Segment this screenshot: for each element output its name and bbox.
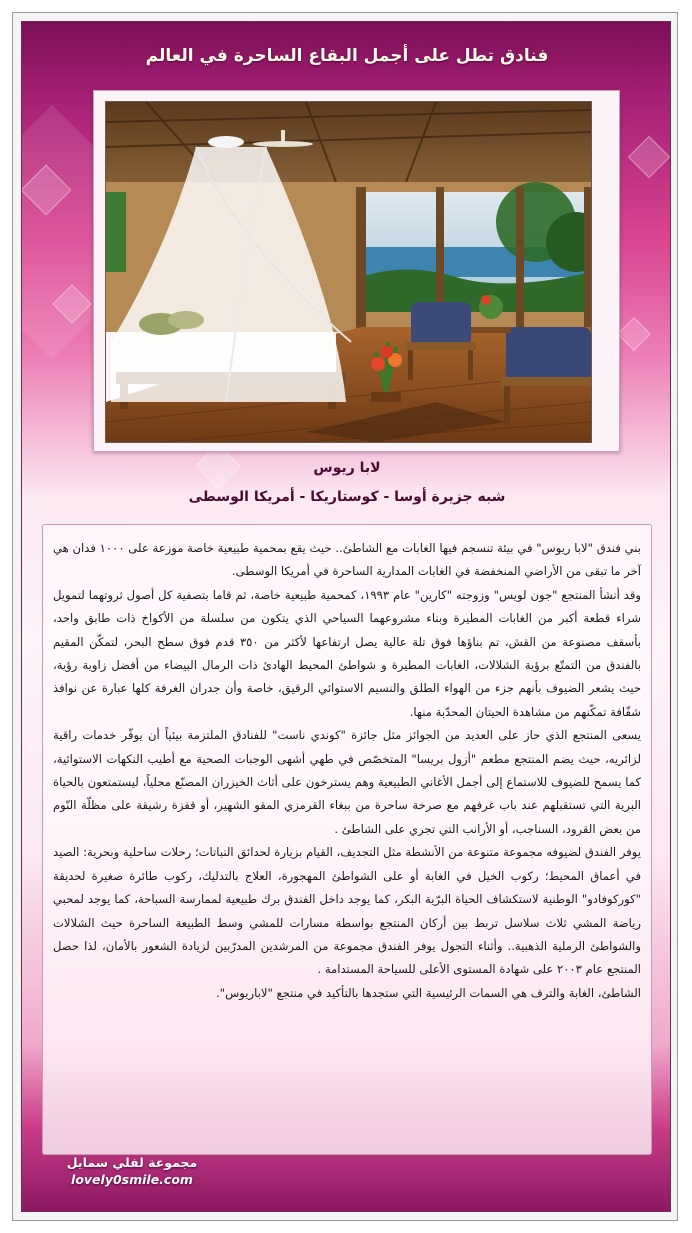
photo-frame bbox=[93, 90, 620, 452]
page-title: فنادق تطل على أجمل البقاع الساحرة في العالم bbox=[145, 46, 549, 66]
article-paragraph: بني فندق "لابا ريوس" في بيئة تنسجم فيها الغابات مع الشاطئ.. حيث يقع بمحمية طبيعية خاصة موزعة على ١٠٠٠ فدان هي آخر ما تبقى من الأراضي المنخفضة في الغابات المدارية الساحرة في أمريكا الوسطى. bbox=[53, 541, 641, 579]
decor-diamond bbox=[52, 284, 92, 324]
article-paragraph: يوفر الفندق لضيوفه مجموعة متنوعة من الأنشطة مثل التجديف، القيام بزيارة لحدائق النباتات؛ رحلات ساحلية وبحرية: الصيد في أعماق المحيط؛ ركوب الخيل في الغابة أو على الشواطئ المهجورة، العلاج بالتدليك، ركوب طائرة صغيرة لحديقة "كوركوفادو" الوطنية لاستكشاف الحياة البرّية البكر، كما يوجد داخل الفندق برك طبيعية لممارسة السباحة، كما يوجد لمحبي رياضة المشي ثلاث سلاسل تربط بين أركان المنتجع بواسطة مسارات للمشي وسط الطبيعة الساحرة حيث الشلالات والشواطئ الرملية الذهبية.. وأثناء التجول يوفر الفندق مجموعة من المرشدين المدرّبين لزيادة الشعور بالأمان، لذا حصل المنتجع عام ٢٠٠٣ على شهادة المستوى الأعلى للسياحة المستدامة . bbox=[53, 845, 641, 977]
decor-diamond bbox=[617, 317, 651, 351]
content-panel bbox=[21, 21, 671, 1212]
brand-url[interactable]: lovely0smile.com bbox=[71, 1172, 193, 1187]
article-paragraph: يسعى المنتجع الذي حاز على العديد من الجوائز مثل جائزة "كوندي ناست" للفنادق الملتزمة بيئياً أن يوفّر خدمات راقية لزائريه، حيث يضم المنتجع مطعم "أزول بريسا" المتخصّص في طهي أشهى الوجبات الصحية مع أطيب النكهات الاستوائية، كما يسمح للضيوف للاستماع إلى أجمل الأغاني الطبيعية وهم يسترخون على أثاث الخيزران المصنّع محلياً، ليستمتعون بالحياة البرية التي تستقبلهم عند باب غرفهم مع صرخة ساحرة من ببغاء القرمزي المقو الشهير، أو قفزة رشيقة على مظلّة النّوم من بعض القرود، السناجب، أو الأرانب التي تجري على الشاطئ . bbox=[53, 728, 641, 836]
decor-diamond bbox=[628, 136, 670, 178]
decor-diamond bbox=[21, 165, 71, 216]
article-paragraph: الشاطئ، الغابة والترف هي السمات الرئيسية التي ستجدها بالتأكيد في منتجع "لاباريوس". bbox=[216, 985, 641, 1000]
footer-brand bbox=[32, 1154, 232, 1188]
hotel-room-photo bbox=[105, 101, 592, 443]
hotel-location: شبه جزيرة أوسا - كوستاريكا - أمريكا الوسطى bbox=[188, 489, 506, 505]
article-body bbox=[42, 524, 652, 1155]
brand-name: مجموعة لفلي سمايل bbox=[66, 1155, 198, 1170]
article-paragraph: وقد أنشأ المنتجع "جون لويس" وزوجته "كارين" عام ١٩٩٣، كمحمية طبيعية خاصة، ثم قاما بتصفية كل أصول ثروتهما لتمويل شراء قطعة أكبر من الغابات المطيرة وبناء مشروعهما السياحي الذي يتكون من سلسلة من الأكواخ ذات طابق واحد، بأسقف مصنوعة من القش، تم بناؤها فوق تلة عالية يصل ارتفاعها لأكثر من ٣٥٠ قدم فوق سطح البحر، لتمكّن المقيم بالفندق من التمتّع برؤية الشلالات، الغابات المطيرة و شواطئ المحيط الهادئ ذات الرمال البيضاء من أفضل زاوية رؤية، حيث يشعر الضيوف بأنهم جزء من الهواء الطلق والنسيم الاستوائي الرقيق، خاصة وأن جدران الغرفة كلها عبارة عن نوافذ شفّافة تمكّنهم من مشاهدة الحيتان المحدّبة منها. bbox=[53, 587, 642, 719]
hotel-name: لابا ريوس bbox=[313, 460, 381, 476]
